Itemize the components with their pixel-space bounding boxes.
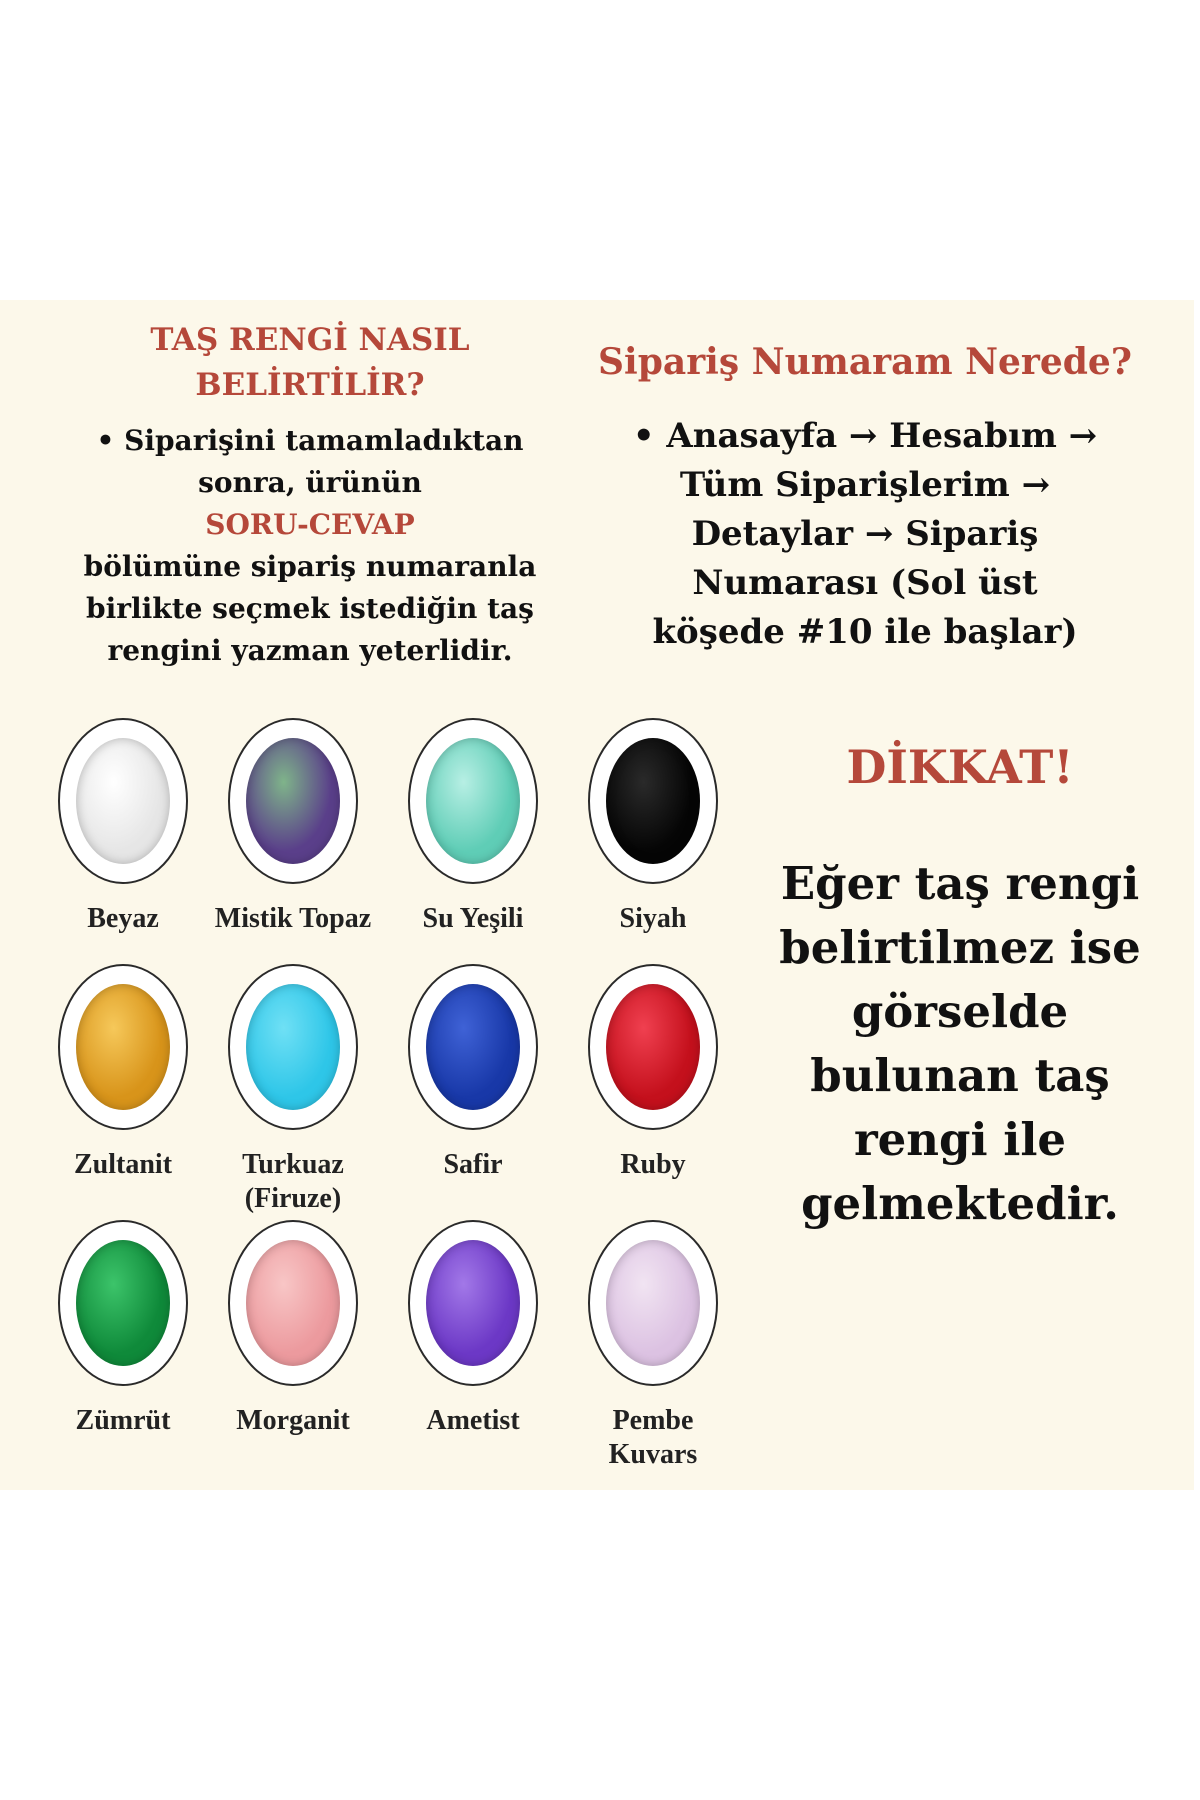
instruction-line: bölümüne sipariş numaranla: [83, 550, 537, 583]
stone-color-heading: [40, 318, 580, 408]
gem-frame: [408, 718, 538, 884]
notice-line: belirtilmez ise: [779, 921, 1141, 974]
gem-frame: [228, 1220, 358, 1386]
gem-label: [208, 1148, 378, 1216]
heading-line: BELİRTİLİR?: [195, 367, 425, 403]
gem-option: [208, 1220, 378, 1438]
step-line: Tüm Siparişlerim →: [679, 465, 1051, 505]
gem-stone-icon: [426, 738, 520, 864]
step-line: köşede #10 ile başlar): [652, 612, 1078, 652]
gem-label: [388, 902, 558, 936]
gem-option: [388, 718, 558, 936]
gem-label-line: Pembe: [612, 1405, 694, 1436]
gem-option: [568, 1220, 738, 1472]
gem-stone-icon: [246, 1240, 340, 1366]
gem-stone-icon: [76, 984, 170, 1110]
gem-label: [568, 902, 738, 936]
gem-frame: [228, 964, 358, 1130]
order-number-section: [575, 340, 1155, 657]
order-number-steps: [575, 412, 1155, 657]
gem-label-line: Su Yeşili: [422, 903, 524, 934]
gem-stone-icon: [606, 984, 700, 1110]
order-number-heading: Sipariş Numaram Nerede?: [598, 341, 1132, 383]
gem-stone-icon: [76, 1240, 170, 1366]
stone-color-section: [40, 318, 580, 672]
gem-label: [38, 902, 208, 936]
gem-label: [568, 1404, 738, 1472]
gem-label: [38, 1404, 208, 1438]
notice-body: [745, 852, 1175, 1236]
gem-frame: [408, 1220, 538, 1386]
gem-label-line: Turkuaz: [242, 1149, 344, 1180]
step-line: • Anasayfa → Hesabım →: [632, 416, 1098, 456]
gem-label-line: Mistik Topaz: [214, 903, 372, 934]
gem-label-line: Siyah: [619, 903, 687, 934]
gem-option: [208, 964, 378, 1216]
gem-stone-icon: [606, 738, 700, 864]
notice-line: bulunan taş: [810, 1049, 1110, 1102]
gem-stone-icon: [426, 1240, 520, 1366]
gem-option: [388, 1220, 558, 1438]
gem-frame: [588, 1220, 718, 1386]
gem-label: [388, 1404, 558, 1438]
gem-option: [38, 718, 208, 936]
gem-stone-icon: [246, 738, 340, 864]
gem-label: [388, 1148, 558, 1182]
notice-line: rengi ile: [853, 1113, 1067, 1166]
gem-label: [208, 902, 378, 936]
gem-stone-icon: [426, 984, 520, 1110]
gem-frame: [588, 964, 718, 1130]
instruction-line: birlikte seçmek istediğin taş: [86, 592, 534, 625]
gem-label-line: Ruby: [620, 1149, 686, 1180]
info-panel: [0, 300, 1194, 1490]
stone-color-instructions: [40, 420, 580, 672]
gem-label: [208, 1404, 378, 1438]
gem-label-line: Kuvars: [608, 1439, 698, 1470]
gem-frame: [58, 1220, 188, 1386]
heading-line: TAŞ RENGİ NASIL: [150, 322, 470, 358]
gem-label-line: Beyaz: [87, 903, 159, 934]
gem-label-line: Zümrüt: [75, 1405, 171, 1436]
gem-frame: [58, 964, 188, 1130]
instruction-line: • Siparişini tamamladıktan: [96, 424, 524, 457]
gem-label-line: (Firuze): [244, 1183, 342, 1214]
gem-label-line: Ametist: [426, 1405, 520, 1436]
gem-option: [568, 964, 738, 1182]
instruction-line: rengini yazman yeterlidir.: [107, 634, 513, 667]
gem-stone-icon: [76, 738, 170, 864]
gem-option: [388, 964, 558, 1182]
notice-title: DİKKAT!: [846, 740, 1074, 794]
gem-label-line: Zultanit: [73, 1149, 173, 1180]
notice-line: görselde: [851, 985, 1069, 1038]
gem-label: [568, 1148, 738, 1182]
gem-frame: [408, 964, 538, 1130]
gem-label-line: Safir: [443, 1149, 503, 1180]
gem-label: [38, 1148, 208, 1182]
step-line: Detaylar → Sipariş: [691, 514, 1039, 554]
gem-frame: [588, 718, 718, 884]
gem-frame: [58, 718, 188, 884]
gem-option: [38, 964, 208, 1182]
notice-line: gelmektedir.: [801, 1177, 1119, 1230]
gem-frame: [228, 718, 358, 884]
gem-option: [208, 718, 378, 936]
notice-line: Eğer taş rengi: [780, 857, 1140, 910]
gem-stone-icon: [246, 984, 340, 1110]
step-line: Numarası (Sol üst: [692, 563, 1038, 603]
gem-stone-icon: [606, 1240, 700, 1366]
instruction-line: sonra, ürünün: [198, 466, 422, 499]
gem-option: [38, 1220, 208, 1438]
qa-section-highlight: SORU-CEVAP: [205, 508, 415, 541]
gem-label-line: Morganit: [236, 1405, 350, 1436]
gem-option: [568, 718, 738, 936]
